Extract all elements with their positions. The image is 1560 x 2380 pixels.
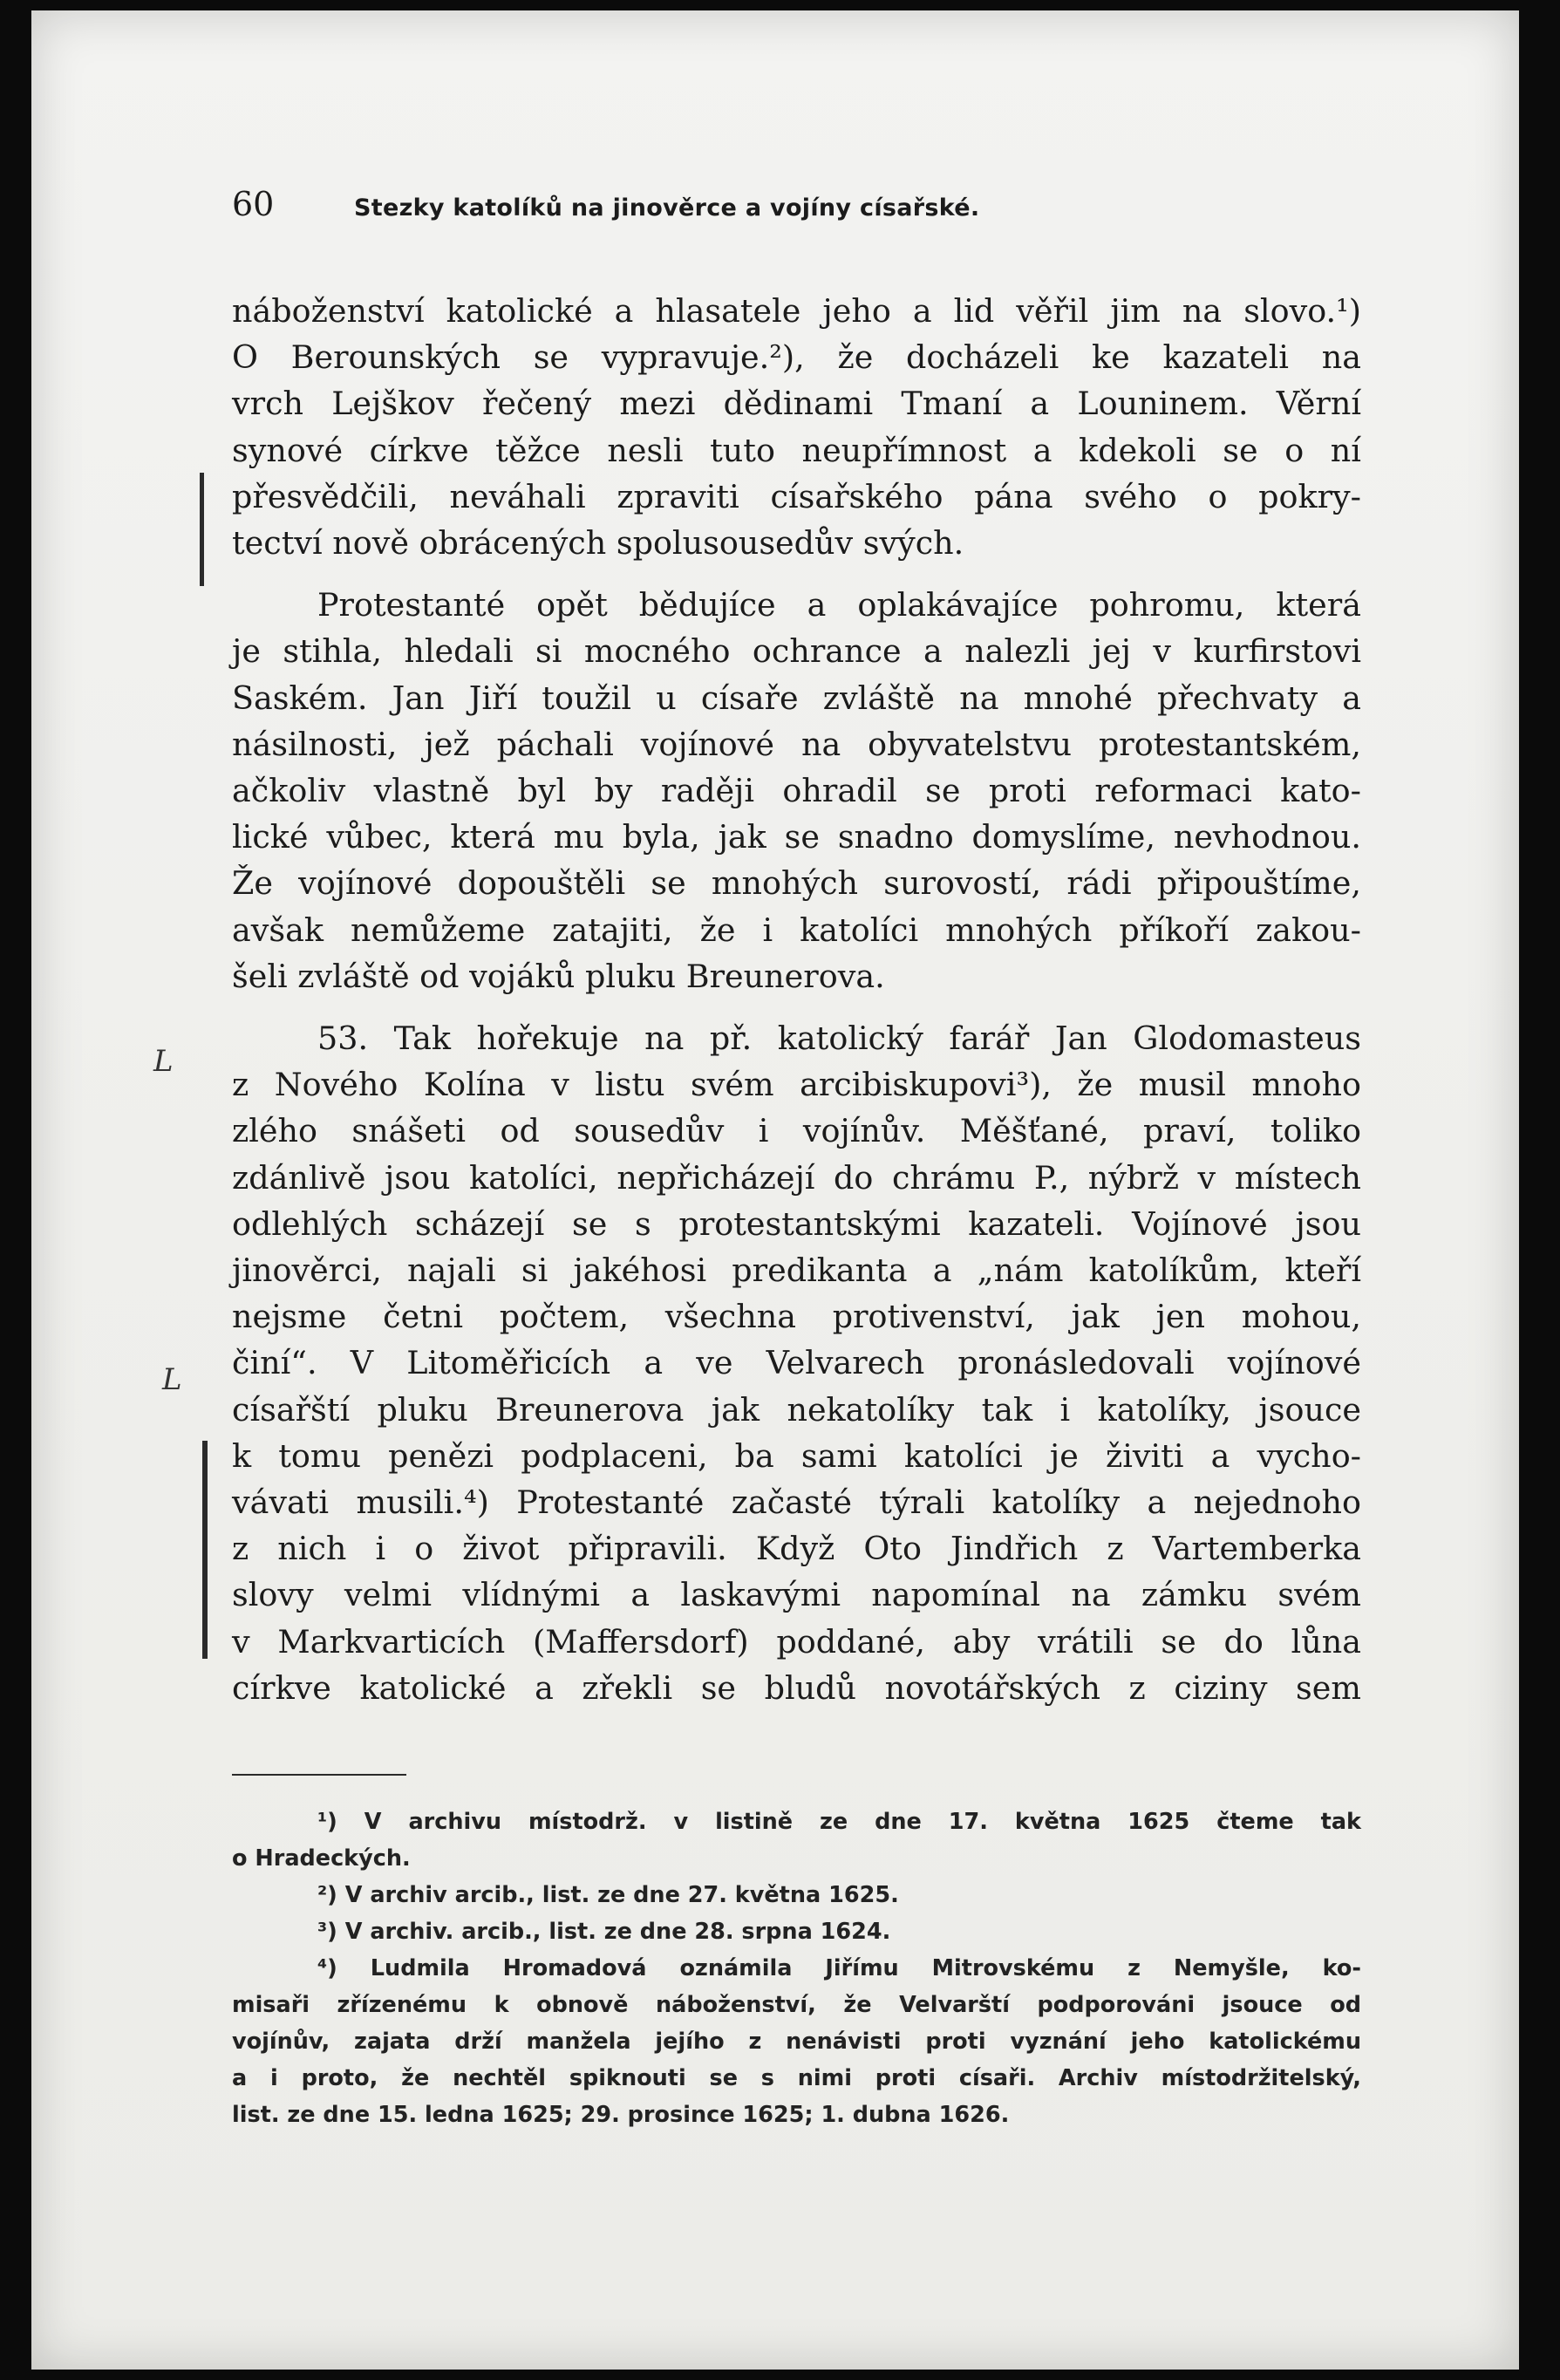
margin-bar [200, 473, 204, 586]
margin-note: L [153, 1044, 174, 1079]
text-line: jinověrci, najali si jakéhosi predikanta a „nám katolíkům, kteří [232, 1251, 1361, 1290]
text-line: v Markvarticích (Maffersdorf) poddané, aby vrátili se do lůna [232, 1622, 1361, 1661]
text-line: k tomu penězi podplaceni, ba sami katolíci je živiti a vycho- [232, 1436, 1361, 1475]
margin-note: L [162, 1362, 182, 1397]
footnote-line: list. ze dne 15. ledna 1625; 29. prosince 1625; 1. dubna 1626. [232, 2102, 1010, 2129]
footnote-line: ²) V archiv arcib., list. ze dne 27. května 1625. [317, 1882, 899, 1909]
footnote-line: ¹) V archivu místodrž. v listině ze dne 17. května 1625 čteme tak [317, 1809, 1361, 1836]
text-line: z nich i o život připravili. Když Oto Jindřich z Vartemberka [232, 1530, 1361, 1568]
text-line: činí“. V Litoměřicích a ve Velvarech pronásledovali vojínové [232, 1344, 1361, 1382]
text-line: tectví nově obrácených spolusousedův svých. [232, 524, 964, 563]
footnote-rule [232, 1774, 406, 1776]
footnote-line: ³) V archiv. arcib., list. ze dne 28. srpna 1624. [317, 1919, 891, 1946]
text-line: lické vůbec, která mu byla, jak se snadno domyslíme, nevhodnou. [232, 818, 1361, 856]
text-line: církve katolické a zřekli se bludů novotářských z ciziny sem [232, 1668, 1361, 1707]
paragraph [232, 288, 1361, 566]
footnotes [232, 1804, 1361, 2133]
page-number: 60 [232, 185, 275, 223]
text-line: synové církve těžce nesli tuto neupřímnost a kdekoli se o ní [232, 431, 1361, 469]
text-line: z Nového Kolína v listu svém arcibiskupovi³), že musil mnoho [232, 1066, 1361, 1104]
page-content [232, 185, 1361, 2133]
text-line: O Berounských se vypravuje.²), že docházeli ke kazateli na [232, 338, 1361, 377]
text-line: je stihla, hledali si mocného ochrance a nalezli jej v kurfirstovi [232, 632, 1361, 671]
text-line: odlehlých scházejí se s protestantskými kazateli. Vojínové jsou [232, 1204, 1361, 1243]
footnote-line: o Hradeckých. [232, 1845, 411, 1872]
text-line: vávati musili.⁴) Protestanté začasté týrali katolíky a nejednoho [232, 1483, 1361, 1522]
footnote-line: vojínův, zajata drží manžela jejího z nenávisti proti vyznání jeho katolickému [232, 2029, 1361, 2056]
footnote-line: ⁴) Ludmila Hromadová oznámila Jiřímu Mitrovskému z Nemyšle, ko- [317, 1955, 1361, 1982]
text-line: přesvědčili, neváhali zpraviti císařského pána svého o pokry- [232, 477, 1361, 515]
text-line: císařští pluku Breunerova jak nekatolíky tak i katolíky, jsouce [232, 1390, 1361, 1429]
paragraph [232, 1015, 1361, 1711]
text-line: šeli zvláště od vojáků pluku Breunerova. [232, 957, 885, 995]
running-title: Stezky katolíků na jinověrce a vojíny císařské. [354, 194, 980, 222]
text-line: násilnosti, jež páchali vojínové na obyvatelstvu protestantském, [232, 725, 1361, 763]
text-line: 53. Tak hořekuje na př. katolický farář Jan Glodomasteus [317, 1020, 1361, 1058]
footnote-line: a i proto, že nechtěl spiknouti se s nimi proti císaři. Archiv místodržitelský, [232, 2065, 1361, 2092]
text-line: Saském. Jan Jiří toužil u císaře zvláště na mnohé přechvaty a [232, 679, 1361, 717]
text-line: avšak nemůžeme zatajiti, že i katolíci mnohých příkoří zakou- [232, 910, 1361, 949]
text-line: Protestanté opět bědujíce a oplakávajíce pohromu, která [317, 586, 1361, 624]
text-line: náboženství katolické a hlasatele jeho a lid věřil jim na slovo.¹) [232, 292, 1361, 330]
book-page [31, 10, 1519, 2370]
footnote-line: misaři zřízenému k obnově náboženství, že Velvarští podporováni jsouce od [232, 1992, 1361, 2019]
margin-bar [202, 1441, 208, 1659]
text-line: vrch Lejškov řečený mezi dědinami Tmaní a Louninem. Věrní [232, 385, 1361, 423]
text-line: nejsme četni počtem, všechna protivenství, jak jen mohou, [232, 1298, 1361, 1336]
text-line: slovy velmi vlídnými a laskavými napomínal na zámku svém [232, 1576, 1361, 1614]
text-line: zlého snášeti od sousedův i vojínův. Měšťané, praví, toliko [232, 1112, 1361, 1150]
text-line: ačkoliv vlastně byl by raději ohradil se proti reformaci kato- [232, 772, 1361, 810]
text-line: Že vojínové dopouštěli se mnohých surovostí, rádi připouštíme, [232, 864, 1361, 903]
running-head [232, 185, 1361, 237]
text-line: zdánlivě jsou katolíci, nepřicházejí do chrámu P., nýbrž v místech [232, 1158, 1361, 1197]
paragraph [232, 582, 1361, 999]
